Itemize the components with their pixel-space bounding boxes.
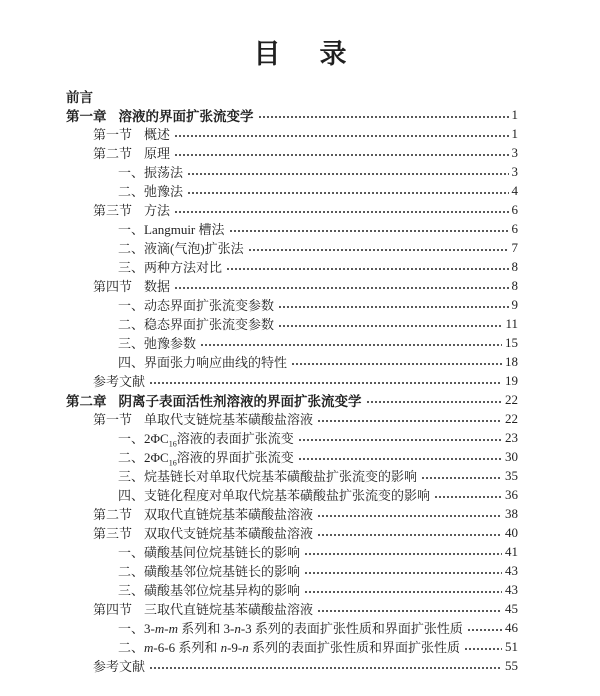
toc-entry-title: 方法 [144,203,171,218]
toc-entry-title: 双取代直链烷基苯磺酸盐溶液 [144,507,314,522]
dotted-leader [304,567,502,579]
toc-entry-page: 19 [505,372,518,388]
toc-entry [66,390,518,409]
dotted-leader [278,320,502,332]
dotted-leader [226,263,508,275]
toc-entry-page: 11 [505,315,518,331]
toc-entry-page: 40 [505,524,518,540]
toc-entry-title: 二、$2\Phi C_{16}$溶液的界面扩张流变 [118,450,294,468]
toc-entry [66,542,518,561]
dotted-leader [187,187,508,199]
toc-entry [66,580,518,599]
dotted-leader [200,339,502,351]
toc-entry-number: 第一节 [93,412,133,427]
toc-entry-title: 溶液的界面扩张流变学 [118,108,254,124]
toc-entry [66,143,518,162]
toc-entry-title: 单取代支链烷基苯磺酸盐溶液 [144,412,314,427]
toc-entry-title: 参考文献 [93,659,146,674]
toc-entry-title: 三、烷基链长对单取代烷基苯磺酸盐扩张流变的影响 [118,469,418,484]
toc-entry-title: 二、磺酸基邻位烷基链长的影响 [118,564,301,579]
toc-entry [66,485,518,504]
toc-entry-title: 原理 [144,146,171,161]
toc-entry-title: 二、m-6-6 系列和 n-9-n 系列的表面扩张性质和界面扩张性质 [118,640,461,655]
toc-entry-title: 一、Langmuir 槽法 [118,222,225,237]
toc-entry-page: 45 [505,600,518,616]
dotted-leader [174,206,508,218]
toc-entry-page: 9 [511,296,518,312]
toc-entry [66,352,518,371]
toc-entry-title: 三、磺酸基邻位烷基异构的影响 [118,583,301,598]
dotted-leader [174,130,508,142]
dotted-leader [366,396,503,408]
dotted-leader [317,529,502,541]
toc-entry-page: 43 [505,581,518,597]
toc-entry [66,561,518,580]
toc-entry-page: 1 [511,106,518,122]
toc-entry [66,257,518,276]
toc-entry [66,314,518,333]
dotted-leader [258,111,509,123]
dotted-leader [421,472,502,484]
toc-entry-page: 51 [505,638,518,654]
toc-entry-page: 41 [505,543,518,559]
toc-entry-number: 第一章 [66,108,107,124]
dotted-leader [298,453,502,465]
dotted-leader [149,377,502,389]
toc-entry-title: 一、$2\Phi C_{16}$溶液的表面扩张流变 [118,431,294,449]
dotted-leader [291,358,502,370]
dotted-leader [317,605,502,617]
toc-entry-title: 参考文献 [93,374,146,389]
toc-entry [66,219,518,238]
toc-entry-page: 18 [505,353,518,369]
toc-entry [66,428,518,447]
dotted-leader [317,415,502,427]
dotted-leader [229,225,509,237]
toc-entry-title: 一、磺酸基间位烷基链长的影响 [118,545,301,560]
toc-entry-number: 第三节 [93,526,133,541]
toc-entry [66,124,518,143]
dotted-leader [149,662,502,674]
toc-entry-page: 36 [505,486,518,502]
toc-entry-page: 35 [505,467,518,483]
toc-entry-page: 22 [505,391,518,407]
dotted-leader [174,149,508,161]
toc-entry-page: 8 [511,258,518,274]
page-title: 目 录 [253,39,353,69]
dotted-leader [248,244,509,256]
toc-entry-number: 第三节 [93,203,133,218]
toc-entry-number: 第四节 [93,602,133,617]
toc-entry-title: 三、弛豫参数 [118,336,197,351]
toc-entry-page: 43 [505,562,518,578]
toc-entry [66,523,518,542]
toc-entry-title: 前言 [66,89,93,105]
dotted-leader [317,510,502,522]
toc-entry-page: 6 [511,220,518,236]
toc-entry [66,238,518,257]
toc-entry-page: 7 [511,239,518,255]
toc-entry [66,200,518,219]
toc-entry-page: 1 [511,125,518,141]
toc-entry-number: 第四节 [93,279,133,294]
toc-entry [66,504,518,523]
toc-entry-page: 6 [511,201,518,217]
dotted-leader [304,548,502,560]
toc-entry [66,371,518,390]
toc-entry [66,466,518,485]
dotted-leader [304,586,502,598]
toc-entry [66,447,518,466]
toc-entry-title: 二、稳态界面扩张流变参数 [118,317,275,332]
toc-entry [66,295,518,314]
toc-entry [66,162,518,181]
toc-entry [66,86,518,105]
toc-entry [66,181,518,200]
toc-entry-title: 双取代支链烷基苯磺酸盐溶液 [144,526,314,541]
toc-entry [66,276,518,295]
toc-entry-page: 3 [511,163,518,179]
toc-entry-title: 一、振荡法 [118,165,184,180]
toc-entry-page: 22 [505,410,518,426]
toc-entry [66,618,518,637]
toc-entry-page: 15 [505,334,518,350]
toc-entry [66,656,518,675]
dotted-leader [278,301,508,313]
dotted-leader [464,643,502,655]
dotted-leader [298,434,502,446]
toc-entry-title: 四、界面张力响应曲线的特性 [118,355,288,370]
toc-entry [66,599,518,618]
toc-entry-title: 概述 [144,127,171,142]
toc-entry [66,637,518,656]
toc-entry-page: 3 [511,144,518,160]
dotted-leader [174,282,508,294]
toc-entry-page: 55 [505,657,518,673]
toc-entry-number: 第二章 [66,393,107,409]
toc-entry-number: 第二节 [93,507,133,522]
toc-list [66,86,518,675]
toc-entry-page: 8 [511,277,518,293]
toc-entry-page: 38 [505,505,518,521]
toc-entry-title: 四、支链化程度对单取代烷基苯磺酸盐扩张流变的影响 [118,488,431,503]
toc-entry-title: 阴离子表面活性剂溶液的界面扩张流变学 [118,393,362,409]
toc-entry [66,333,518,352]
dotted-leader [187,168,508,180]
toc-entry-title: 一、动态界面扩张流变参数 [118,298,275,313]
toc-entry-page: 4 [511,182,518,198]
toc-entry-title: 二、弛豫法 [118,184,184,199]
toc-entry-title: 二、液滴(气泡)扩张法 [118,241,244,256]
toc-entry-page: 23 [505,429,518,445]
dotted-leader [467,624,502,636]
toc-entry-number: 第二节 [93,146,133,161]
toc-entry-number: 第一节 [93,127,133,142]
toc-entry [66,105,518,124]
toc-entry-title: 数据 [144,279,171,294]
toc-entry-page: 46 [505,619,518,635]
toc-entry-title: 三、两种方法对比 [118,260,223,275]
toc-entry [66,409,518,428]
dotted-leader [434,491,502,503]
toc-entry-title: 一、3-m-m 系列和 3-n-3 系列的表面扩张性质和界面扩张性质 [118,621,463,636]
toc-entry-page: 30 [505,448,518,464]
toc-entry-title: 三取代直链烷基苯磺酸盐溶液 [144,602,314,617]
